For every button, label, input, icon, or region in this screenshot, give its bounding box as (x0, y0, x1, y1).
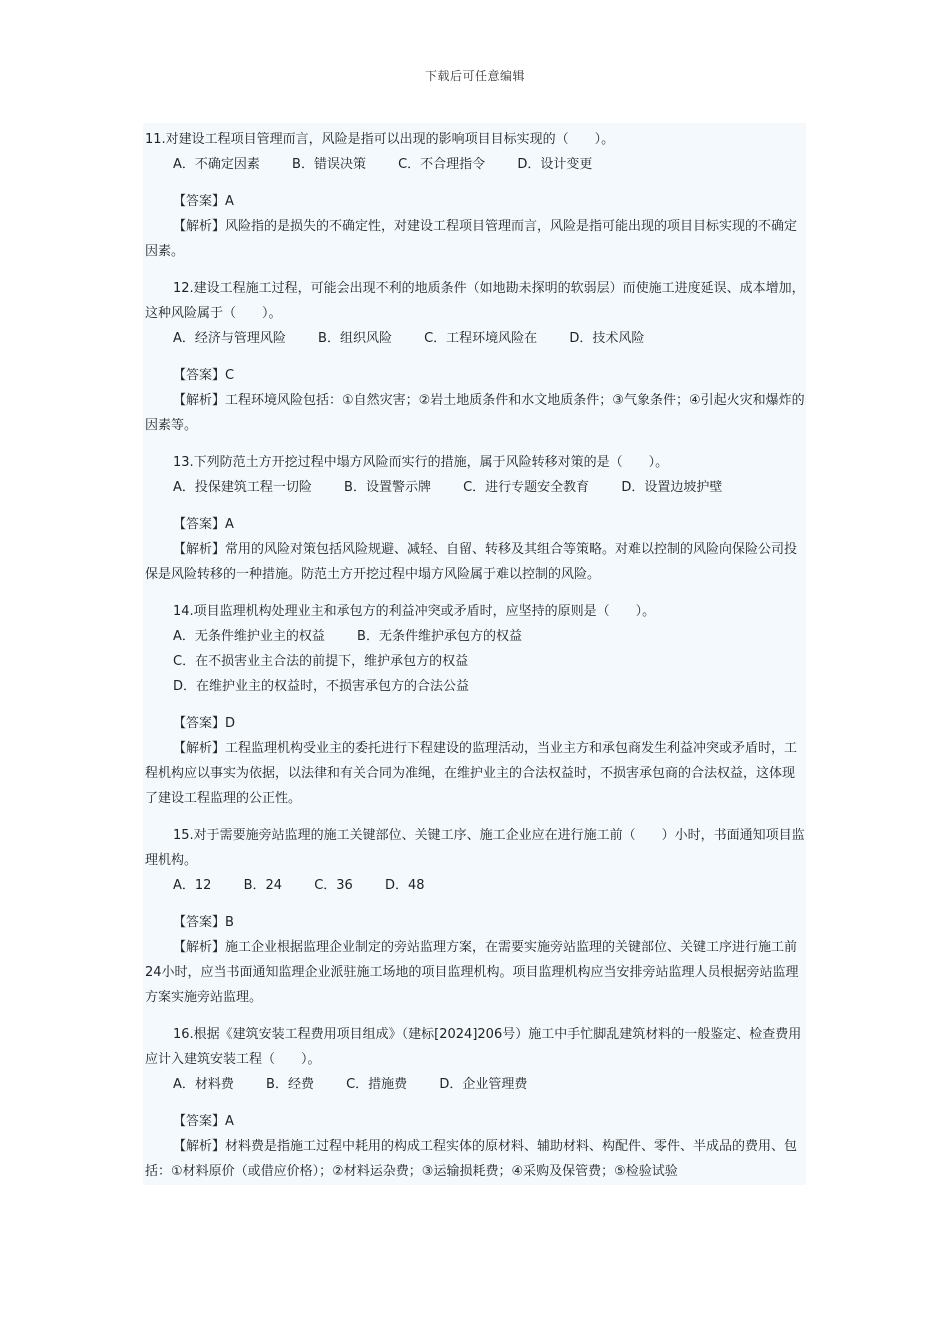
analysis: 【解析】工程监理机构受业主的委托进行下程建设的监理活动，当业主方和承包商发生利益冲突或矛盾时，工程机构应以事实为依据，以法律和有关合同为准绳，在维护业主的合法权益时，不损害承包商的合法权益，这体现了建设工程监理的公正性。 (145, 741, 798, 806)
document-body (143, 123, 806, 1185)
page-header: 下载后可任意编辑 (424, 69, 525, 83)
option-d: D．48 (384, 878, 425, 893)
answer: 【答案】A (173, 194, 234, 209)
option-c: C．措施费 (346, 1077, 408, 1092)
option-d: D．在维护业主的权益时，不损害承包方的合法公益 (173, 679, 470, 694)
analysis: 【解析】常用的风险对策包括风险规避、减轻、自留、转移及其组合等策略。对难以控制的风险向保险公司投保是风险转移的一种措施。防范土方开挖过程中塌方风险属于难以控制的风险。 (145, 542, 798, 582)
option-b: B．24 (243, 878, 283, 893)
question-title: 16.根据《建筑安装工程费用项目组成》（建标[2024]206号）施工中手忙脚乱建筑材料的一般鉴定、检查费用应计入建筑安装工程（ ）。 (145, 1027, 802, 1067)
option-a: A．材料费 (173, 1077, 234, 1092)
option-row (145, 152, 806, 177)
option-d: D．企业管理费 (439, 1077, 528, 1092)
option-b: B．无条件维护承包方的权益 (357, 629, 522, 644)
option-b: B．设置警示牌 (344, 480, 431, 495)
option-d: D．设计变更 (517, 157, 593, 172)
option-row (145, 475, 806, 500)
answer: 【答案】A (173, 1114, 234, 1129)
answer: 【答案】D (173, 716, 236, 731)
analysis: 【解析】风险指的是损失的不确定性，对建设工程项目管理而言，风险是指可能出现的项目目标实现的不确定因素。 (145, 219, 798, 259)
option-a: A．12 (173, 878, 212, 893)
option-c: C．36 (314, 878, 353, 893)
question-14 (145, 599, 806, 811)
question-13 (145, 450, 806, 587)
question-title: 14.项目监理机构处理业主和承包方的利益冲突或矛盾时，应坚持的原则是（ ）。 (173, 604, 656, 619)
option-row (145, 873, 806, 898)
option-a: A．无条件维护业主的权益 (173, 629, 325, 644)
answer: 【答案】B (173, 915, 234, 930)
option-row (145, 649, 806, 674)
option-row (145, 326, 806, 351)
option-c: C．进行专题安全教育 (463, 480, 590, 495)
option-c: C．在不损害业主合法的前提下，维护承包方的权益 (173, 654, 469, 669)
option-row (145, 624, 806, 649)
analysis: 【解析】工程环境风险包括：①自然灾害；②岩土地质条件和水文地质条件；③气象条件；④引起火灾和爆炸的因素等。 (145, 393, 805, 433)
question-11 (145, 127, 806, 264)
question-15 (145, 823, 806, 1010)
question-16 (145, 1022, 806, 1184)
option-a: A．投保建筑工程一切险 (173, 480, 312, 495)
answer: 【答案】C (173, 368, 235, 383)
question-12 (145, 276, 806, 438)
option-b: B．错误决策 (292, 157, 366, 172)
answer: 【答案】A (173, 517, 234, 532)
option-c: C．工程环境风险在 (424, 331, 538, 346)
option-row (145, 674, 806, 699)
question-title: 13.下列防范土方开挖过程中塌方风险而实行的措施，属于风险转移对策的是（ ）。 (173, 455, 669, 470)
option-c: C．不合理指令 (398, 157, 486, 172)
option-b: B．组织风险 (318, 331, 392, 346)
question-title: 15.对于需要施旁站监理的施工关键部位、关键工序、施工企业应在进行施工前（ ）小时，书面通知项目监理机构。 (145, 828, 805, 868)
option-d: D．技术风险 (569, 331, 645, 346)
option-a: A．不确定因素 (173, 157, 260, 172)
analysis: 【解析】材料费是指施工过程中耗用的构成工程实体的原材料、辅助材料、构配件、零件、半成品的费用、包括：①材料原价（或借应价格）；②材料运杂费；③运输损耗费；④采购及保管费；⑤检验试验 (145, 1139, 798, 1179)
option-d: D．设置边坡护壁 (621, 480, 723, 495)
option-b: B．经费 (266, 1077, 314, 1092)
analysis: 【解析】施工企业根据监理企业制定的旁站监理方案，在需要实施旁站监理的关键部位、关键工序进行施工前24小时，应当书面通知监理企业派驻施工场地的项目监理机构。项目监理机构应当安排旁站监理人员根据旁站监理方案实施旁站监理。 (145, 940, 799, 1005)
question-title: 12.建设工程施工过程，可能会出现不利的地质条件（如地勘未探明的软弱层）而使施工进度延误、成本增加，这种风险属于（ ）。 (145, 281, 805, 321)
option-a: A．经济与管理风险 (173, 331, 286, 346)
option-row (145, 1072, 806, 1097)
question-title: 11.对建设工程项目管理而言，风险是指可以出现的影响项目目标实现的（ ）。 (145, 132, 615, 147)
